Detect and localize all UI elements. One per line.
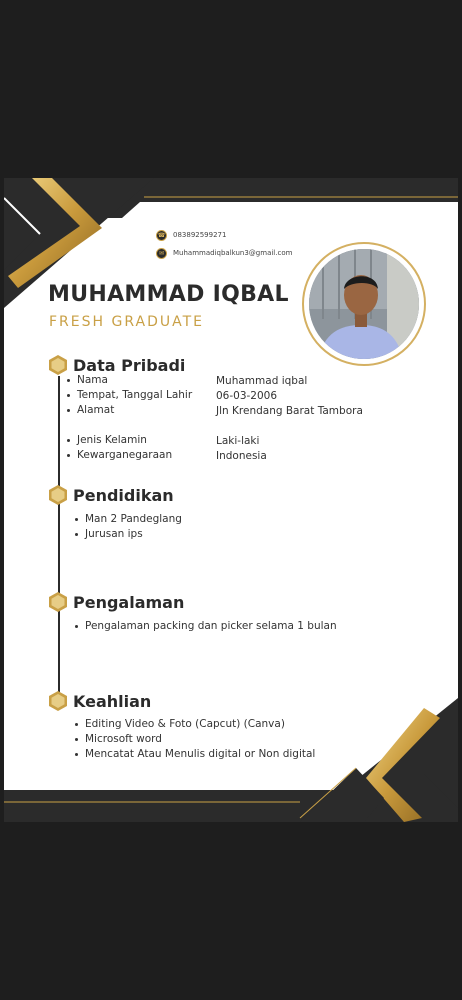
keahlian-list [74,717,315,762]
timeline-line [58,376,60,702]
page-title: MUHAMMAD IQBAL [48,282,289,307]
email-text: Muhammadiqbalkun3@gmail.com [173,249,293,257]
value-item: 06-03-2006 [216,390,278,402]
pengalaman-list [74,619,337,634]
list-item: Tempat, Tanggal Lahir [66,388,192,403]
avatar [309,249,419,359]
list-item: Editing Video & Foto (Capcut) (Canva) [74,717,315,732]
list-item: Pengalaman packing dan picker selama 1 bulan [74,619,337,634]
section-title-pengalaman: Pengalaman [73,593,185,612]
list-item: Microsoft word [74,732,315,747]
section-title-data-pribadi: Data Pribadi [73,356,186,375]
phone-icon: ☎ [157,232,166,239]
contact-phone [156,230,297,241]
section-title-keahlian: Keahlian [73,692,152,711]
data-pribadi-labels [66,373,192,463]
list-item: Jurusan ips [74,527,182,542]
spacer [216,419,363,434]
contact-email [156,248,297,259]
list-item: Man 2 Pandeglang [74,512,182,527]
data-pribadi-values [216,374,363,464]
value-item: Indonesia [216,450,267,462]
cv-page [4,178,458,822]
email-icon: ✉ [156,248,167,259]
list-item: Alamat [66,403,192,418]
list-item: Mencatat Atau Menulis digital or Non digital [74,747,315,762]
value-item: Muhammad iqbal [216,375,308,387]
hexagon-icon [48,485,68,505]
pendidikan-list [74,512,182,542]
list-item: Jenis Kelamin [66,433,192,448]
value-item: Laki-laki [216,435,260,447]
hexagon-icon [48,691,68,711]
phone-text: 083892599271 [173,231,227,239]
page-subtitle: FRESH GRADUATE [49,314,204,330]
profile-photo [302,242,426,366]
value-item: Jln Krendang Barat Tambora [216,405,363,417]
list-item: Nama [66,373,192,388]
list-item: Kewarganegaraan [66,448,192,463]
hexagon-icon [48,355,68,375]
section-title-pendidikan: Pendidikan [73,486,174,505]
hexagon-icon [48,592,68,612]
avatar-illustration [309,249,419,359]
